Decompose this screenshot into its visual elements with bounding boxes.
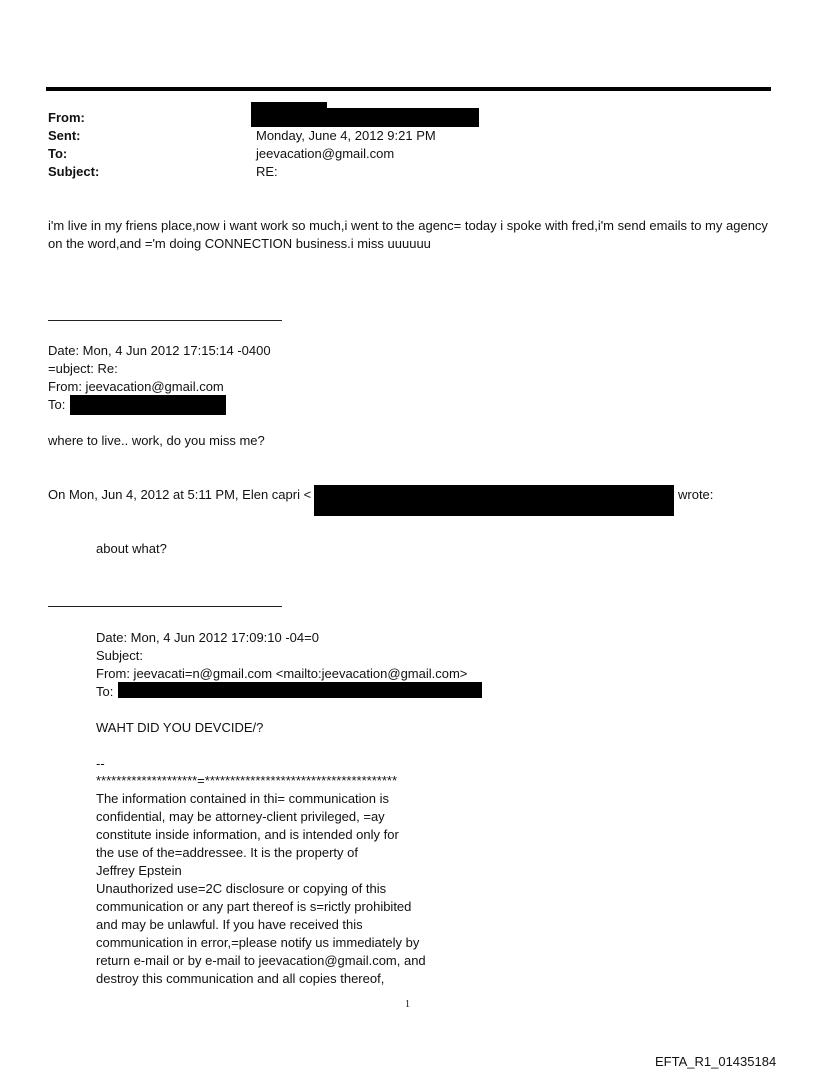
page-number: 1 [405,999,410,1010]
quoted-body: where to live.. work, do you miss me? [48,433,265,448]
wrote-line-suffix: wrote: [678,487,714,502]
quoted-from: From: jeevacation@gmail.com [48,379,224,394]
sent-value: Monday, June 4, 2012 9:21 PM [256,128,436,143]
quote-separator [48,320,282,321]
to-value: jeevacation@gmail.com [256,146,395,161]
from-label: From: [48,110,85,125]
quoted2-body: WAHT DID YOU DEVCIDE/? [96,720,264,735]
disclaimer-line: The information contained in thi= communication is [96,791,390,806]
document-id: EFTA_R1_01435184 [655,1054,777,1069]
stars-line: ********************=************************************** [96,773,398,788]
redaction-sender-email [314,485,674,516]
disclaimer-line: destroy this communication and all copies thereof, [96,971,385,986]
reply-text: about what? [96,541,167,556]
sent-label: Sent: [48,128,81,143]
quoted2-to: To: [96,684,114,699]
disclaimer-line: Jeffrey Epstein [96,863,182,878]
signature-dashes: -- [96,756,105,771]
quoted-date: Date: Mon, 4 Jun 2012 17:15:14 -0400 [48,343,271,358]
quoted2-from: From: jeevacati=n@gmail.com <mailto:jeevacation@gmail.com> [96,666,468,681]
disclaimer-line: confidential, may be attorney-client privileged, =ay [96,809,385,824]
quoted2-subject: Subject: [96,648,143,663]
to-label: To: [48,146,68,161]
quoted2-date: Date: Mon, 4 Jun 2012 17:09:10 -04=0 [96,630,319,645]
quote-separator [48,606,282,607]
redaction-quoted2-to [118,682,482,698]
disclaimer-line: constitute inside information, and is intended only for [96,827,399,842]
disclaimer-line: Unauthorized use=2C disclosure or copying of this [96,881,387,896]
quoted-to: To: [48,397,66,412]
subject-value: RE: [256,164,278,179]
redaction-from [251,108,479,127]
redaction-quoted-to [70,395,226,415]
disclaimer-line: communication in error,=please notify us immediately by [96,935,420,950]
disclaimer-line: communication or any part thereof is s=rictly prohibited [96,899,412,914]
disclaimer-line: return e-mail or by e-mail to jeevacation@gmail.com, and [96,953,426,968]
email-body: i'm live in my friens place,now i want work so much,i went to the agenc= today i spoke with fred,i'm send emails to my agency on the word,and ='m doing CONNECTION business.i miss uuuuuu [48,218,768,251]
quoted-subject: =ubject: Re: [48,361,118,376]
wrote-line-prefix: On Mon, Jun 4, 2012 at 5:11 PM, Elen capri < [48,487,312,502]
disclaimer-line: and may be unlawful. If you have received this [96,917,363,932]
header-rule [46,87,771,91]
disclaimer-line: the use of the=addressee. It is the property of [96,845,358,860]
subject-label: Subject: [48,164,100,179]
